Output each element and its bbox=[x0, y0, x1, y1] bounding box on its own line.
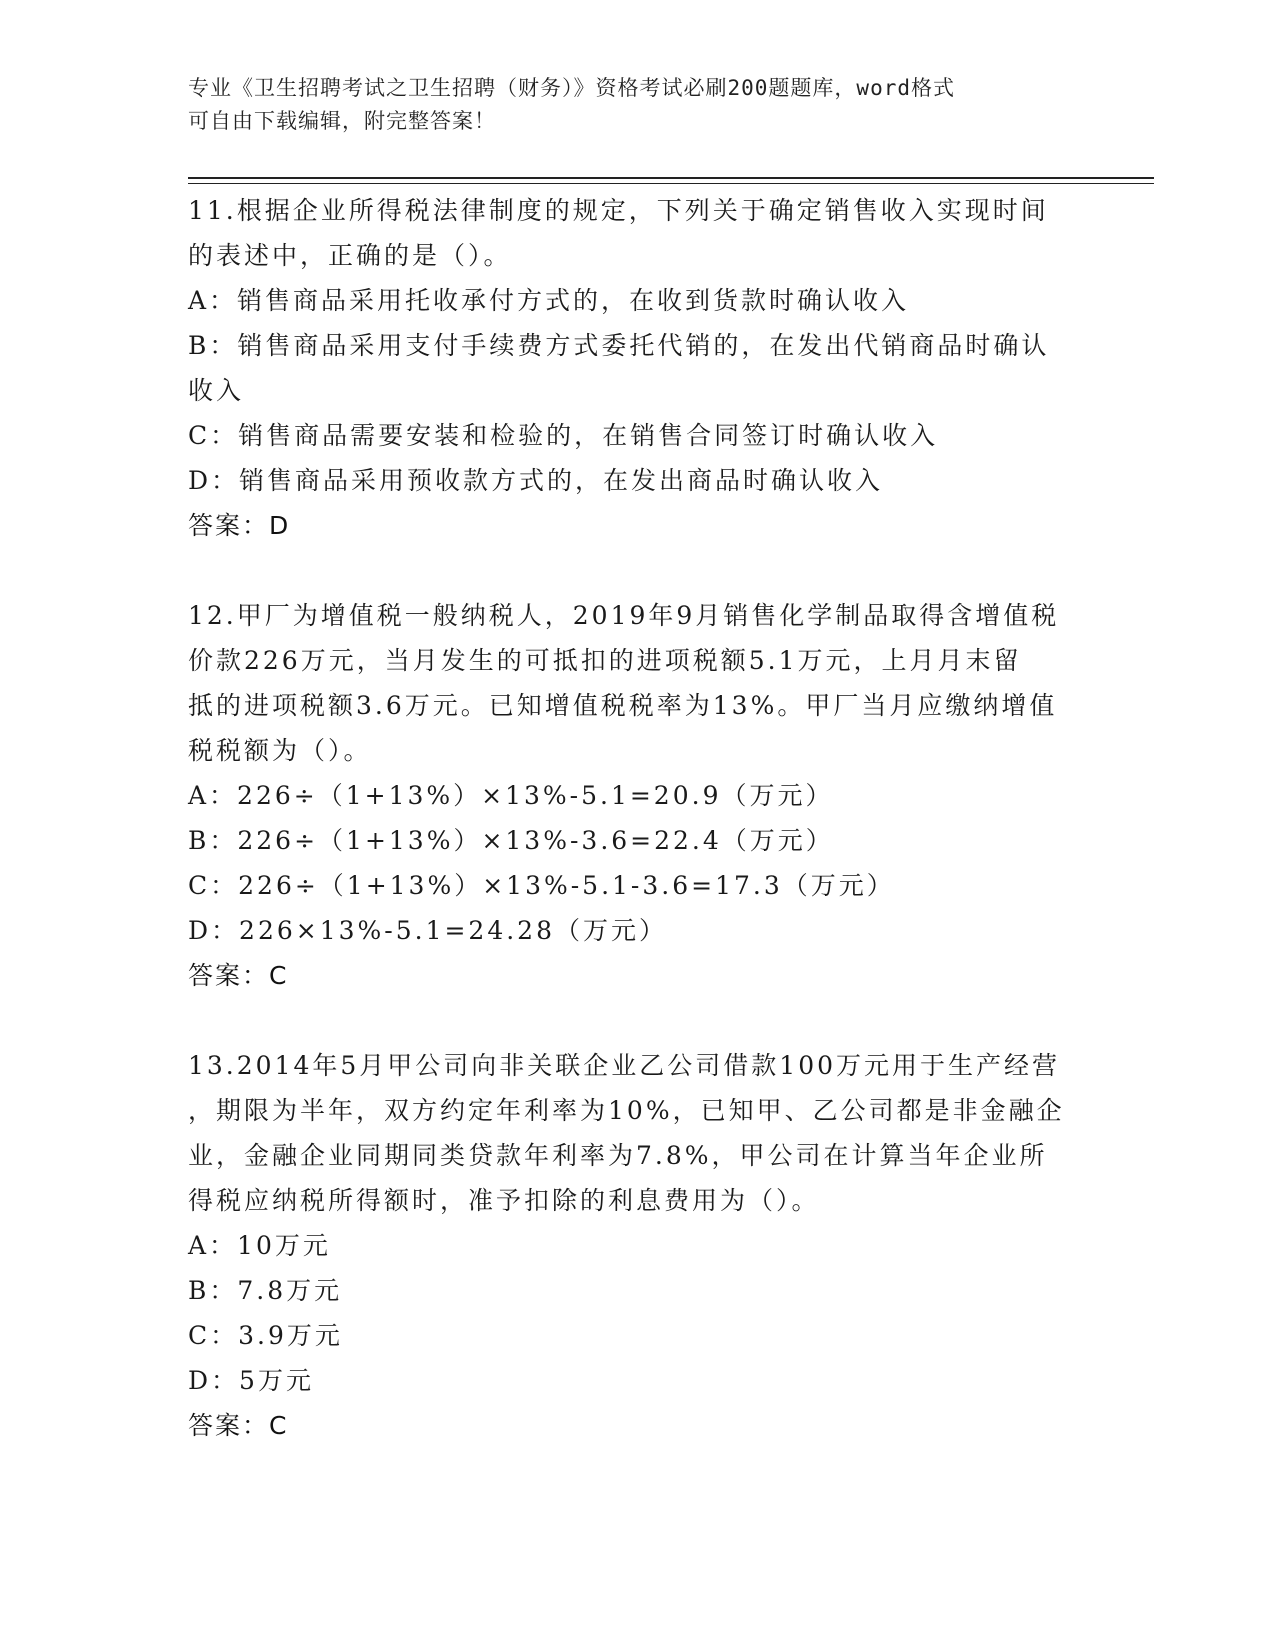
spacer bbox=[188, 548, 1088, 593]
option-c: C：销售商品需要安装和检验的，在销售合同签订时确认收入 bbox=[188, 421, 939, 450]
question-text-line: 的表述中，正确的是（）。 bbox=[188, 241, 512, 270]
question-text-line: 12.甲厂为增值税一般纳税人，2019年9月销售化学制品取得含增值税 bbox=[188, 601, 1060, 630]
option-b: B：7.8万元 bbox=[188, 1276, 343, 1305]
option-d: D：226×13%-5.1=24.28（万元） bbox=[188, 916, 667, 945]
option-a: A：226÷（1+13%）×13%-5.1=20.9（万元） bbox=[188, 781, 834, 810]
option-c: C：3.9万元 bbox=[188, 1321, 343, 1350]
header-line-2: 可自由下载编辑，附完整答案！ bbox=[188, 109, 496, 133]
answer-label: 答案：C bbox=[188, 1411, 289, 1440]
header-divider-thin bbox=[188, 183, 1154, 184]
question-text-line: 价款226万元，当月发生的可抵扣的进项税额5.1万元，上月月末留 bbox=[188, 646, 1022, 675]
option-b-continued: 收入 bbox=[188, 376, 245, 405]
question-text-line: 抵的进项税额3.6万元。已知增值税税率为13%。甲厂当月应缴纳增值 bbox=[188, 691, 1058, 720]
spacer bbox=[188, 998, 1088, 1043]
header-divider-thick bbox=[188, 177, 1154, 179]
answer-label: 答案：D bbox=[188, 511, 291, 540]
option-d: D：销售商品采用预收款方式的，在发出商品时确认收入 bbox=[188, 466, 884, 495]
question-12 bbox=[188, 593, 1088, 998]
question-text-line: ，期限为半年，双方约定年利率为10%，已知甲、乙公司都是非金融企 bbox=[188, 1096, 1065, 1125]
option-a: A：销售商品采用托收承付方式的，在收到货款时确认收入 bbox=[188, 286, 910, 315]
option-c: C：226÷（1+13%）×13%-5.1-3.6=17.3（万元） bbox=[188, 871, 895, 900]
answer-label: 答案：C bbox=[188, 961, 289, 990]
document-header bbox=[188, 72, 1068, 138]
question-text-line: 业，金融企业同期同类贷款年利率为7.8%，甲公司在计算当年企业所 bbox=[188, 1141, 1048, 1170]
question-text-line: 税税额为（）。 bbox=[188, 736, 372, 765]
header-line-1: 专业《卫生招聘考试之卫生招聘（财务）》资格考试必刷200题题库，word格式 bbox=[188, 76, 955, 100]
question-text-line: 得税应纳税所得额时，准予扣除的利息费用为（）。 bbox=[188, 1186, 820, 1215]
question-text-line: 11.根据企业所得税法律制度的规定，下列关于确定销售收入实现时间 bbox=[188, 196, 1049, 225]
option-a: A：10万元 bbox=[188, 1231, 331, 1260]
question-text-line: 13.2014年5月甲公司向非关联企业乙公司借款100万元用于生产经营 bbox=[188, 1051, 1061, 1080]
option-b: B：226÷（1+13%）×13%-3.6=22.4（万元） bbox=[188, 826, 834, 855]
option-d: D：5万元 bbox=[188, 1366, 314, 1395]
question-13 bbox=[188, 1043, 1088, 1448]
question-11 bbox=[188, 188, 1088, 548]
question-list bbox=[188, 188, 1088, 1448]
option-b: B：销售商品采用支付手续费方式委托代销的，在发出代销商品时确认 bbox=[188, 331, 1050, 360]
